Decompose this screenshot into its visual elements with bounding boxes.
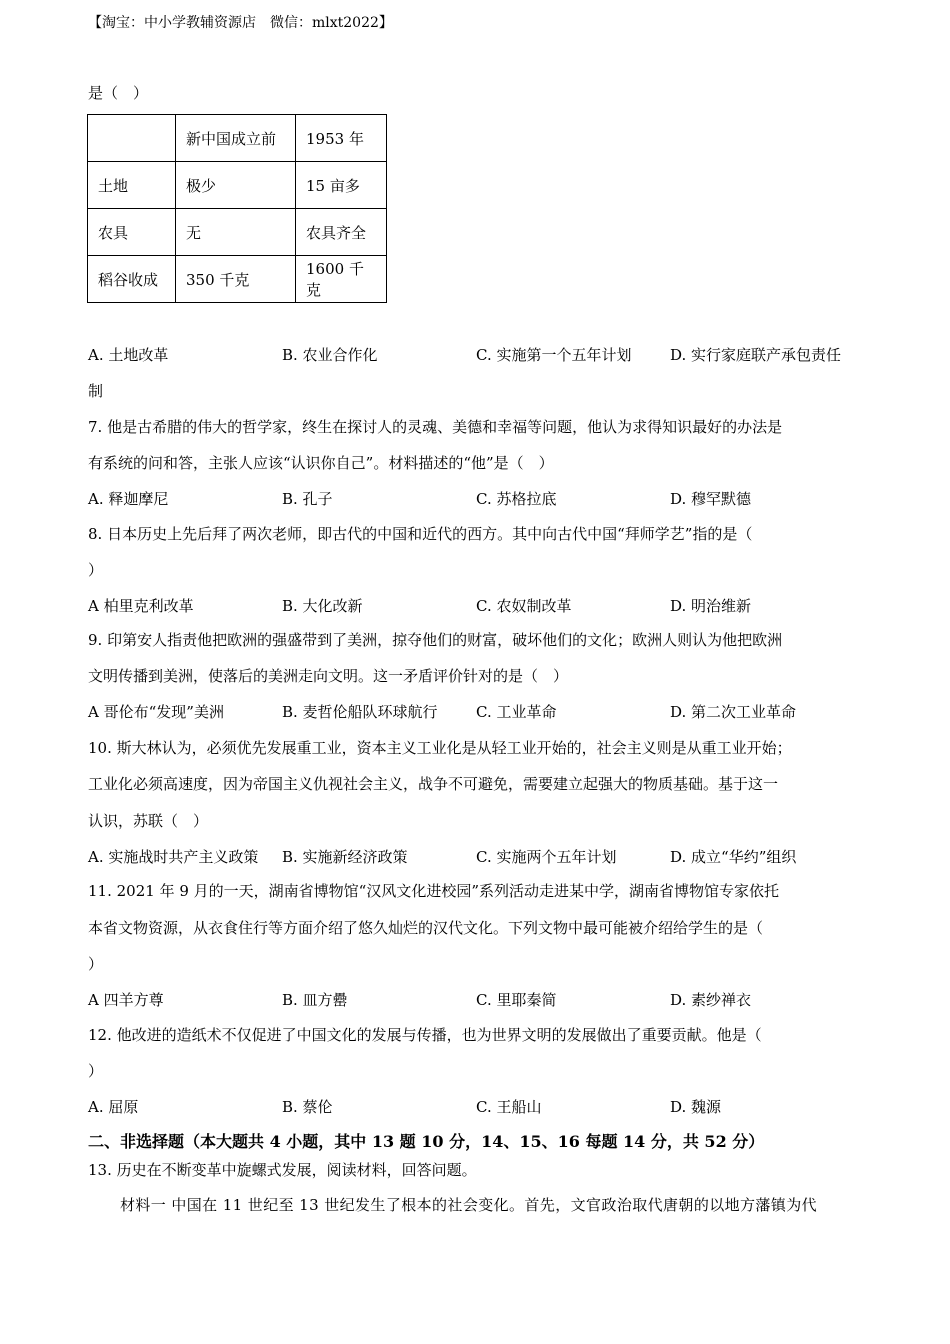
q12-option-b[interactable]: B. 蔡伦 <box>282 1098 333 1116</box>
section-2-heading: 二、非选择题（本大题共 4 小题，其中 13 题 10 分，14、15、16 每题 14 分，共 52 分） <box>88 1132 765 1151</box>
table-cell: 农具 <box>88 209 176 256</box>
comparison-table <box>87 114 387 303</box>
q9-option-d[interactable]: D. 第二次工业革命 <box>670 703 797 721</box>
q8-option-b[interactable]: B. 大化改新 <box>282 597 363 615</box>
q7-option-d[interactable]: D. 穆罕默德 <box>670 490 752 508</box>
q10-option-a[interactable]: A. 实施战时共产主义政策 <box>88 848 259 866</box>
q6-option-c[interactable]: C. 实施第一个五年计划 <box>476 346 632 364</box>
question-11-line-3: ） <box>88 955 104 973</box>
q9-option-a[interactable]: A 哥伦布“发现”美洲 <box>88 703 224 721</box>
q8-option-a[interactable]: A 柏里克利改革 <box>88 597 194 615</box>
table-row <box>88 115 387 162</box>
table-row <box>88 256 387 303</box>
q7-option-c[interactable]: C. 苏格拉底 <box>476 490 557 508</box>
q11-option-b[interactable]: B. 皿方罍 <box>282 991 348 1009</box>
q12-option-c[interactable]: C. 王船山 <box>476 1098 542 1116</box>
table-cell: 极少 <box>176 162 296 209</box>
question-8-line-2: ） <box>88 561 104 579</box>
question-9-line-2: 文明传播到美洲，使落后的美洲走向文明。这一矛盾评价针对的是（ ） <box>88 667 569 685</box>
q6-option-d[interactable]: D. 实行家庭联产承包责任 <box>670 346 842 364</box>
q12-option-d[interactable]: D. 魏源 <box>670 1098 722 1116</box>
question-8-line-1: 8. 日本历史上先后拜了两次老师，即古代的中国和近代的西方。其中向古代中国“拜师学艺”指的是（ <box>88 525 753 543</box>
q6-option-b[interactable]: B. 农业合作化 <box>282 346 378 364</box>
q11-option-a[interactable]: A 四羊方尊 <box>88 991 164 1009</box>
table-cell <box>88 115 176 162</box>
page-header: 【淘宝：中小学教辅资源店 微信：mlxt2022】 <box>88 15 393 31</box>
q11-option-d[interactable]: D. 素纱禅衣 <box>670 991 752 1009</box>
q6-option-a[interactable]: A. 土地改革 <box>88 346 169 364</box>
q12-option-a[interactable]: A. 屈原 <box>88 1098 139 1116</box>
table-cell: 新中国成立前 <box>176 115 296 162</box>
table-row <box>88 162 387 209</box>
q10-option-d[interactable]: D. 成立“华约”组织 <box>670 848 797 866</box>
question-11-line-2: 本省文物资源，从衣食住行等方面介绍了悠久灿烂的汉代文化。下列文物中最可能被介绍给学生的是（ <box>88 919 764 937</box>
table-cell: 稻谷收成 <box>88 256 176 303</box>
question-7-line-2: 有系统的问和答，主张人应该“认识你自己”。材料描述的“他”是（ ） <box>88 454 554 472</box>
question-12-line-2: ） <box>88 1062 104 1080</box>
table-cell: 1600 千克 <box>296 256 387 303</box>
q6-option-d-wrap: 制 <box>88 382 104 400</box>
q11-option-c[interactable]: C. 里耶秦简 <box>476 991 557 1009</box>
q10-option-b[interactable]: B. 实施新经济政策 <box>282 848 408 866</box>
question-9-line-1: 9. 印第安人指责他把欧洲的强盛带到了美洲，掠夺他们的财富，破坏他们的文化；欧洲人则认为他把欧洲 <box>88 631 783 649</box>
q9-option-c[interactable]: C. 工业革命 <box>476 703 557 721</box>
table-cell: 无 <box>176 209 296 256</box>
question-10-line-1: 10. 斯大林认为，必须优先发展重工业，资本主义工业化是从轻工业开始的，社会主义则是从重工业开始； <box>88 739 792 757</box>
table-row <box>88 209 387 256</box>
question-13-prompt: 13. 历史在不断变革中旋螺式发展，阅读材料，回答问题。 <box>88 1161 477 1179</box>
question-6-tail: 是（ ） <box>88 84 149 102</box>
question-7-line-1: 7. 他是古希腊的伟大的哲学家，终生在探讨人的灵魂、美德和幸福等问题，他认为求得知识最好的办法是 <box>88 418 783 436</box>
question-11-line-1: 11. 2021 年 9 月的一天，湖南省博物馆“汉风文化进校园”系列活动走进某中学，湖南省博物馆专家依托 <box>88 882 779 900</box>
q10-option-c[interactable]: C. 实施两个五年计划 <box>476 848 617 866</box>
table-cell: 农具齐全 <box>296 209 387 256</box>
q7-option-b[interactable]: B. 孔子 <box>282 490 333 508</box>
question-10-line-3: 认识，苏联（ ） <box>88 812 209 830</box>
material-1-text: 材料一 中国在 11 世纪至 13 世纪发生了根本的社会变化。首先，文官政治取代唐朝的以地方藩镇为代 <box>120 1196 818 1214</box>
question-10-line-2: 工业化必须高速度，因为帝国主义仇视社会主义，战争不可避免，需要建立起强大的物质基础。基于这一 <box>88 775 779 793</box>
question-12-line-1: 12. 他改进的造纸术不仅促进了中国文化的发展与传播，也为世界文明的发展做出了重要贡献。他是（ <box>88 1026 762 1044</box>
q8-option-c[interactable]: C. 农奴制改革 <box>476 597 572 615</box>
table-cell: 1953 年 <box>296 115 387 162</box>
q7-option-a[interactable]: A. 释迦摩尼 <box>88 490 169 508</box>
table-cell: 土地 <box>88 162 176 209</box>
table-cell: 15 亩多 <box>296 162 387 209</box>
q8-option-d[interactable]: D. 明治维新 <box>670 597 752 615</box>
table-cell: 350 千克 <box>176 256 296 303</box>
q9-option-b[interactable]: B. 麦哲伦船队环球航行 <box>282 703 438 721</box>
